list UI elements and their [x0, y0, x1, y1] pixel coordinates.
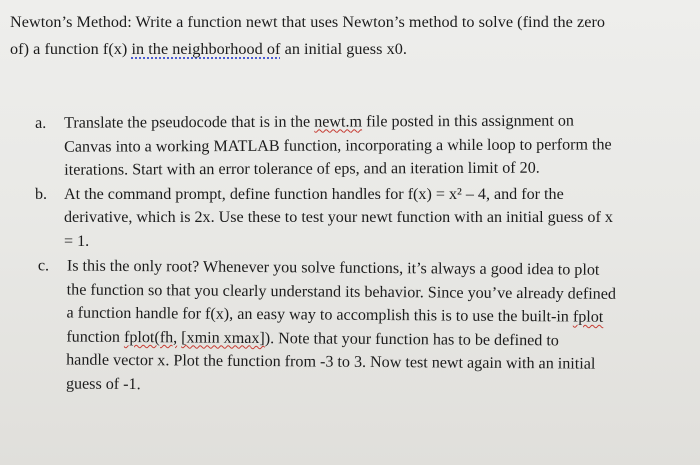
- text-run: ). Note that your function has to be defined to: [264, 329, 559, 349]
- task-item-c: [0, 254, 700, 401]
- problem-statement-line-2: [10, 36, 700, 63]
- task-line: Canvas into a working MATLAB function, incorporating a while loop to perform the: [64, 135, 612, 156]
- text-run: function: [66, 327, 125, 346]
- task-line: the function so that you clearly understand its behavior. Since you’ve already defined: [66, 280, 617, 302]
- list-marker: b.: [35, 185, 48, 203]
- task-text: [64, 109, 700, 183]
- problem-statement: [10, 9, 700, 63]
- task-line: handle vector x. Plot the function from -3 to 3. Now test newt again with an initial: [66, 351, 596, 373]
- task-line: [64, 109, 700, 135]
- task-list: [0, 112, 700, 395]
- task-line: At the command prompt, define function handles for f(x) = x² – 4, and for the: [64, 185, 564, 203]
- spell-flagged-word: fplot(fh,: [123, 328, 178, 346]
- spell-flagged-word: fplot: [572, 308, 604, 326]
- task-line: derivative, which is 2x. Use these to test your newt function with an initial guess of x: [64, 209, 613, 227]
- task-line: iterations. Start with an error tolerance of eps, and an iteration limit of 20.: [64, 159, 540, 179]
- spell-flagged-word: [xmin xmax]: [181, 328, 265, 347]
- grammar-flagged-phrase: in the neighborhood of: [131, 40, 281, 58]
- task-line: = 1.: [64, 232, 90, 250]
- text-run: Translate the pseudocode that is in the: [64, 113, 315, 132]
- spell-flagged-word: newt.m: [314, 113, 363, 131]
- list-marker: c.: [37, 256, 50, 274]
- task-item-a: [0, 109, 700, 183]
- problem-statement-text: an initial guess x0.: [280, 40, 407, 58]
- task-item-b: [0, 183, 700, 254]
- problem-statement-line-1: Newton’s Method: Write a function newt that uses Newton’s method to solve (find the zero: [10, 13, 606, 31]
- list-marker: a.: [35, 114, 47, 132]
- problem-statement-text: of) a function f(x): [10, 40, 132, 58]
- task-line: guess of -1.: [65, 375, 141, 393]
- task-text: [66, 254, 700, 401]
- task-text: [64, 183, 700, 254]
- text-run: file posted in this assignment on: [361, 112, 574, 131]
- task-line: Is this the only root? Whenever you solve functions, it’s always a good idea to plot: [66, 257, 600, 279]
- text-run: a function handle for f(x), an easy way to accomplish this is to use the built-in: [66, 304, 573, 326]
